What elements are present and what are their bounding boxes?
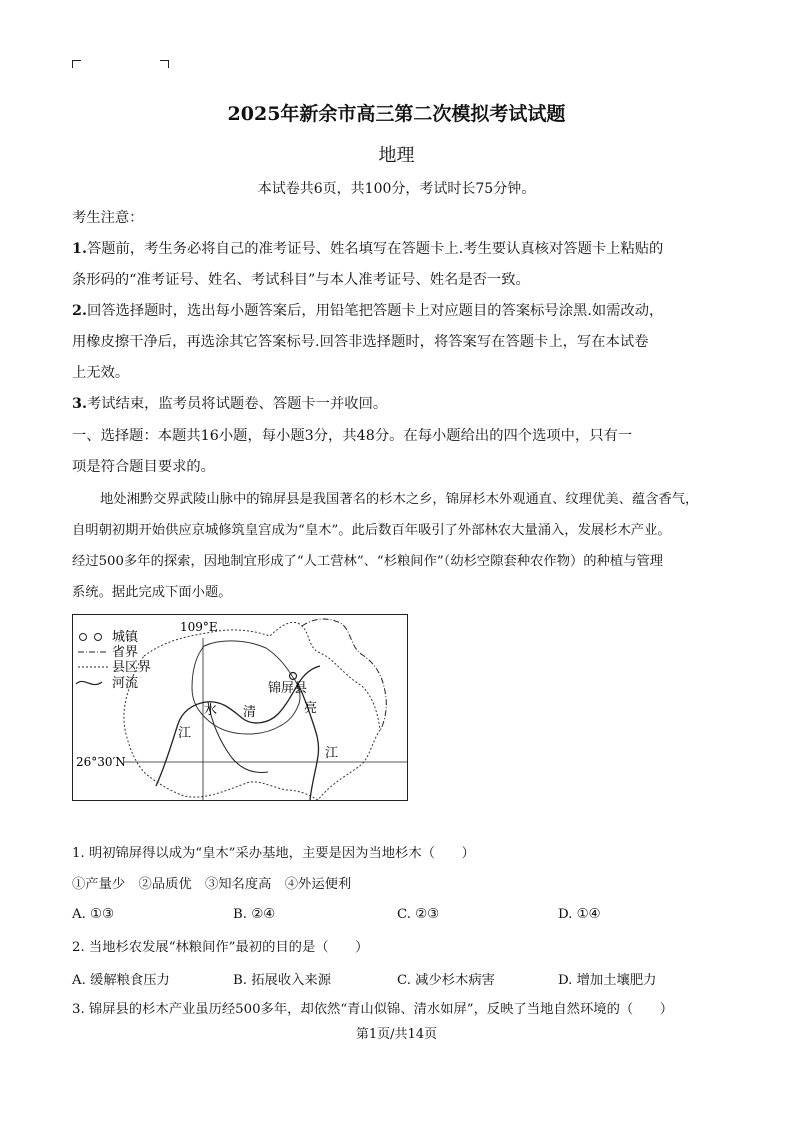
exam-subject: 地理 <box>378 145 415 166</box>
exam-title: 2025年新余市高三第二次模拟考试试题 <box>227 103 566 125</box>
q1-option-c[interactable]: C. ②③ <box>397 907 439 922</box>
corner-mark-left <box>72 60 81 68</box>
river-char-1: 水 <box>204 703 218 718</box>
q2-option-a[interactable]: A. 缓解粮食压力 <box>72 973 170 988</box>
passage-line-2: 自明朝初期开始供应京城修筑皇宫成为“皇木”。此后数百年吸引了外部林农大量涌入，发展杉木产业。 <box>72 523 671 538</box>
q1-option-b[interactable]: B. ②④ <box>233 907 276 922</box>
river-char-2: 清 <box>243 705 257 720</box>
notice-heading: 考生注意： <box>72 210 144 226</box>
question-1-stem: 1. 明初锦屏得以成为“皇木”采办基地，主要是因为当地杉木（ ） <box>72 846 475 861</box>
section-heading: 一、选择题：本题共16小题，每小题3分，共48分。在每小题给出的四个选项中，只有一 <box>72 428 633 444</box>
legend-river: 河流 <box>112 676 139 691</box>
county-label: 锦屏县 <box>268 681 308 696</box>
notice-item-2-cont2: 上无效。 <box>72 365 130 381</box>
question-1-options <box>72 907 732 929</box>
legend-county: 县区界 <box>112 660 152 675</box>
longitude-label: 109°E <box>180 620 218 634</box>
exam-info: 本试卷共6页，共100分，考试时长75分钟。 <box>257 181 536 197</box>
question-2-options <box>72 969 732 991</box>
river-char-4: 亮 <box>304 701 318 716</box>
section-heading-cont: 项是符合题目要求的。 <box>72 459 215 475</box>
q2-option-d[interactable]: D. 增加土壤肥力 <box>558 973 657 988</box>
notice-item-1: 1.答题前，考生务必将自己的准考证号、姓名填写在答题卡上.考生要认真核对答题卡上粘贴的 <box>72 241 664 257</box>
question-1-statements: ①产量少 ②品质优 ③知名度高 ④外运便利 <box>72 877 352 892</box>
notice-item-2: 2.回答选择题时，选出每小题答案后，用铅笔把答题卡上对应题目的答案标号涂黑.如需改动， <box>72 303 664 319</box>
jinping-map <box>72 614 408 801</box>
q2-option-b[interactable]: B. 拓展收入来源 <box>233 973 332 988</box>
legend-town: 城镇 <box>112 630 139 645</box>
river-char-3: 江 <box>178 726 192 741</box>
passage-line-1: 地处湘黔交界武陵山脉中的锦屏县是我国著名的杉木之乡，锦屏杉木外观通直、纹理优美、蕴含香气， <box>100 492 699 507</box>
notice-item-3: 3.考试结束，监考员将试题卷、答题卡一并收回。 <box>72 396 388 412</box>
passage-line-4: 系统。据此完成下面小题。 <box>72 585 232 600</box>
q1-option-d[interactable]: D. ①④ <box>558 907 601 922</box>
notice-item-1-cont: 条形码的“准考证号、姓名、考试科目”与本人准考证号、姓名是否一致。 <box>72 272 530 288</box>
page-footer: 第1页/共14页 <box>355 1027 438 1042</box>
passage-line-3: 经过500多年的探索，因地制宜形成了“人工营林”、“杉粮间作”（幼杉空隙套种农作物）的种植与管理 <box>72 554 664 569</box>
question-2-stem: 2. 当地杉农发展“林粮间作”最初的目的是（ ） <box>72 940 369 955</box>
question-3-stem: 3. 锦屏县的杉木产业虽历经500多年，却依然“青山似锦、清水如屏”，反映了当地自然环境的（ ） <box>72 1002 674 1017</box>
river-char-5: 江 <box>325 746 339 761</box>
corner-mark-right <box>160 60 169 68</box>
q1-option-a[interactable]: A. ①③ <box>72 907 114 922</box>
q2-option-c[interactable]: C. 减少杉木病害 <box>397 973 495 988</box>
notice-item-2-cont: 用橡皮擦干净后，再选涂其它答案标号.回答非选择题时，将答案写在答题卡上，写在本试卷 <box>72 334 649 350</box>
latitude-label: 26°30′N <box>76 755 126 769</box>
legend-province: 省界 <box>112 645 139 660</box>
